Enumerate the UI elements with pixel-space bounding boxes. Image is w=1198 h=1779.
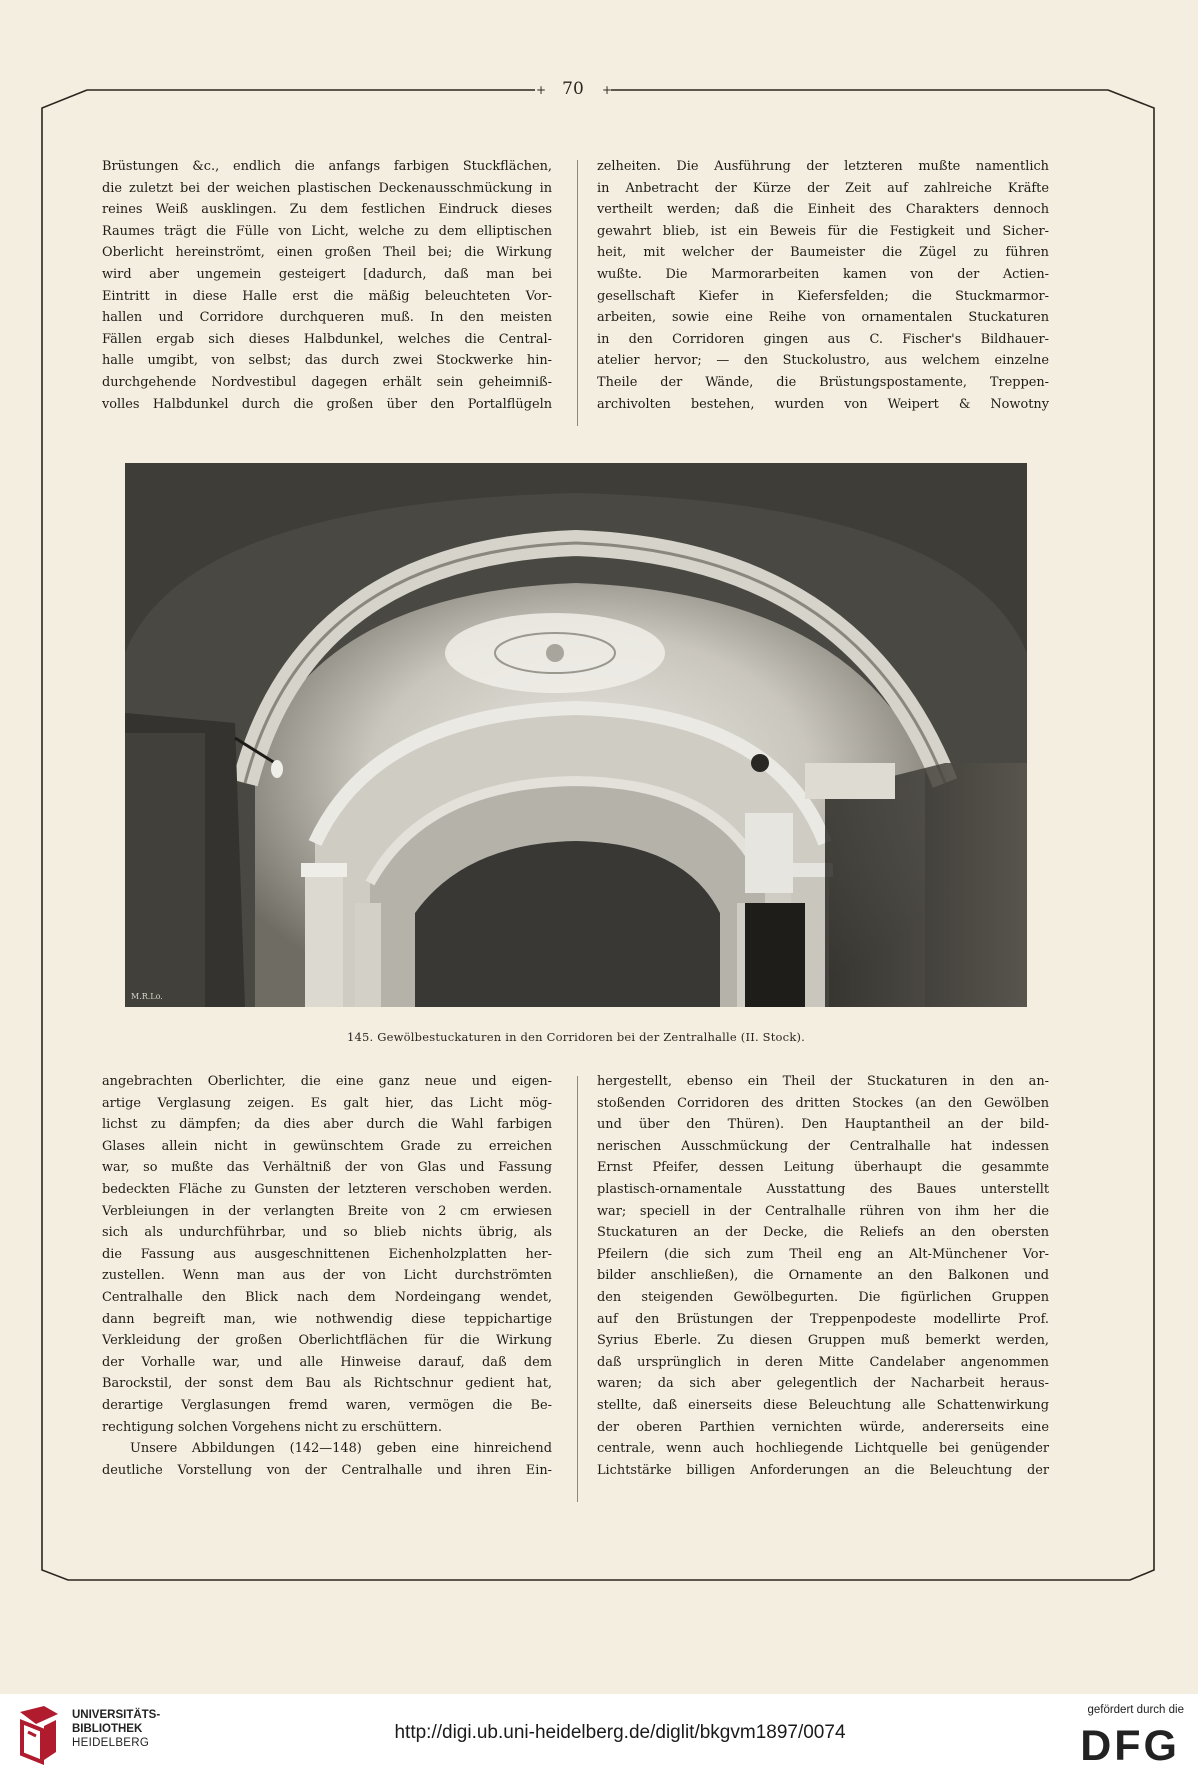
text-line: zelheiten. Die Ausführung der letzteren mußte namentlich [597, 159, 1049, 174]
library-name-line: HEIDELBERG [72, 1737, 150, 1749]
svg-text:+: + [536, 83, 547, 97]
text-line: stoßenden Corridoren des dritten Stockes (an den Gewölben [597, 1095, 1049, 1111]
text-line: Brüstungen &c., endlich die anfangs farbigen Stuckflächen, [102, 159, 552, 174]
text-line: waren; da sich aber gelegentlich der Nacharbeit heraus- [597, 1376, 1049, 1392]
text-line: gesellschaft Kiefer in Kiefersfelden; die Stuckmarmor- [597, 288, 1049, 304]
text-line: Unsere Abbildungen (142—148) geben eine hinreichend [130, 1441, 552, 1457]
text-column-top-left [102, 156, 552, 415]
text-line: den steigenden Gewölbegurten. Die figürlichen Gruppen [597, 1289, 1049, 1305]
text-line: angebrachten Oberlichter, die eine ganz neue und eigen- [102, 1074, 552, 1089]
text-line: deutliche Vorstellung von der Centralhalle und ihren Ein- [102, 1462, 552, 1478]
funding-note: gefördert durch die [1087, 1704, 1184, 1716]
library-name-line: BIBLIOTHEK [72, 1723, 143, 1735]
photographer-initials: M.R.Lo. [131, 992, 163, 1001]
column-divider [577, 160, 578, 426]
text-line: archivolten bestehen, wurden von Weipert & Nowotny [597, 396, 1049, 412]
text-column-bottom-right [597, 1071, 1049, 1481]
corridor-vault-photograph [125, 463, 1027, 1007]
text-line: arbeiten, sowie eine Reihe von ornamentalen Stuckaturen [597, 310, 1049, 326]
text-line: Oberlicht hereinströmt, einen großen Theil bei; die Wirkung [102, 245, 552, 261]
text-line: in Anbetracht der Kürze der Zeit auf zahlreiche Kräfte [597, 180, 1049, 196]
text-line: centrale, wenn auch hochliegende Lichtquelle bei genügender [597, 1441, 1049, 1457]
source-url-link[interactable]: http://digi.ub.uni-heidelberg.de/diglit/bkgvm1897/0074 [394, 1722, 846, 1743]
text-line: vertheilt werden; daß die Einheit des Charakters dennoch [597, 202, 1049, 218]
text-line: bedeckten Fläche zu Gunsten der letzteren verschoben werden. [102, 1181, 552, 1197]
digitization-footer [0, 1694, 1198, 1779]
text-line: bilder anschließen), die Ornamente an den Balkonen und [597, 1268, 1049, 1284]
text-line: Fällen ergab sich dieses Halbdunkel, welches die Central- [102, 331, 552, 347]
text-line: hallen und Corridore durchqueren muß. In den meisten [102, 310, 552, 326]
text-line: plastisch-ornamentale Ausstattung des Baues unterstellt [597, 1181, 1049, 1197]
text-line: Ernst Pfeifer, dessen Leitung überhaupt die gesammte [597, 1160, 1049, 1176]
text-column-top-right [597, 156, 1049, 415]
dfg-logo: DFG [1080, 1722, 1180, 1770]
text-line: Syrius Eberle. Zu diesen Gruppen muß bemerkt werden, [597, 1333, 1049, 1349]
text-line: reines Weiß ausklingen. Zu dem festlichen Eindruck dieses [102, 202, 552, 218]
text-line: derartige Verglasungen fremd waren, vermögen die Be- [102, 1397, 552, 1413]
library-name-line: UNIVERSITÄTS- [72, 1709, 161, 1721]
text-line: Centralhalle den Blick nach dem Nordeingang wendet, [102, 1289, 552, 1305]
text-column-bottom-left [102, 1071, 552, 1481]
text-line: Eintritt in diese Halle erst die mäßig beleuchteten Vor- [102, 288, 552, 304]
text-line: und über den Thüren). Den Hauptantheil an der bild- [597, 1117, 1049, 1133]
text-line: stellte, daß einerseits diese Beleuchtung alle Schattenwirkung [597, 1397, 1049, 1413]
text-line: nerischen Ausschmückung der Centralhalle hat indessen [597, 1138, 1049, 1154]
text-line: war, so mußte das Verhältniß der von Glas und Fassung [102, 1160, 552, 1176]
text-line: atelier hervor; — den Stuckolustro, aus welchem einzelne [597, 353, 1049, 369]
text-line: Raumes trägt die Fülle von Licht, welche zu dem elliptischen [102, 223, 552, 239]
page-number: 70 [549, 78, 597, 100]
text-line: Theile der Wände, die Brüstungspostamente, Treppen- [597, 374, 1049, 390]
figure-caption: 145. Gewölbestuckaturen in den Corridoren bei der Zentralhalle (II. Stock). [346, 1030, 806, 1044]
text-line: war; speciell in der Centralhalle rühren von ihm her die [597, 1203, 1049, 1219]
text-line: gewahrt blieb, ist ein Beweis für die Festigkeit und Sicher- [597, 223, 1049, 239]
text-line: dann begreift man, wie nothwendig diese teppichartige [102, 1311, 552, 1327]
text-line: Pfeilern (die sich zum Theil eng an Alt-Münchener Vor- [597, 1246, 1049, 1262]
text-line: rechtigung solchen Vorgehens nicht zu erschüttern. [102, 1419, 442, 1435]
text-line: artige Verglasung zeigen. Es galt hier, das Licht mög- [102, 1095, 552, 1111]
text-line: die Fassung aus ausgeschnittenen Eichenholzplatten her- [102, 1246, 552, 1262]
text-line: halle umgibt, von selbst; das durch zwei Stockwerke hin- [102, 353, 552, 369]
text-line: auf den Brüstungen der Treppenpodeste modellirte Prof. [597, 1311, 1049, 1327]
text-line: durchgehende Nordvestibul dagegen erhält sein geheimniß- [102, 374, 552, 390]
university-library-logo-icon [14, 1702, 64, 1768]
text-line: daß ursprünglich in deren Mitte Candelaber angenommen [597, 1354, 1049, 1370]
text-line: hergestellt, ebenso ein Theil der Stuckaturen in den an- [597, 1074, 1049, 1089]
text-line: heit, mit welcher der Baumeister die Zügel zu führen [597, 245, 1049, 261]
university-library-name [72, 1708, 160, 1750]
text-line: zustellen. Wenn man aus der von Licht durchströmten [102, 1268, 552, 1284]
text-line: Stuckaturen an der Decke, die Reliefs an den obersten [597, 1225, 1049, 1241]
text-line: lichst zu dämpfen; da dies aber durch die Wahl farbigen [102, 1117, 552, 1133]
text-line: Lichtstärke billigen Anforderungen an die Beleuchtung der [597, 1462, 1049, 1478]
text-line: der oberen Parthien vernichten würde, andererseits eine [597, 1419, 1049, 1435]
text-line: in den Corridoren gingen aus C. Fischer's Bildhauer- [597, 331, 1049, 347]
text-line: wußte. Die Marmorarbeiten kamen von der Actien- [597, 266, 1049, 282]
svg-text:+: + [602, 83, 613, 97]
text-line: Verkleidung der großen Oberlichtflächen für die Wirkung [102, 1333, 552, 1349]
text-line: sich als undurchführbar, und so blieb nichts übrig, als [102, 1225, 552, 1241]
text-line: wird aber ungemein gesteigert [dadurch, daß man bei [102, 266, 552, 282]
text-line: volles Halbdunkel durch die großen über den Portalflügeln [102, 396, 552, 412]
text-line: Barockstil, der sonst dem Bau als Richtschnur gedient hat, [102, 1376, 552, 1392]
column-divider [577, 1076, 578, 1502]
text-line: der Vorhalle war, und alle Hinweise darauf, daß dem [102, 1354, 552, 1370]
text-line: die zuletzt bei der weichen plastischen Deckenausschmückung in [102, 180, 552, 196]
text-line: Verbleiungen in der verlangten Breite von 2 cm erwiesen [102, 1203, 552, 1219]
text-line: Glases allein nicht in gewünschtem Grade zu erreichen [102, 1138, 552, 1154]
